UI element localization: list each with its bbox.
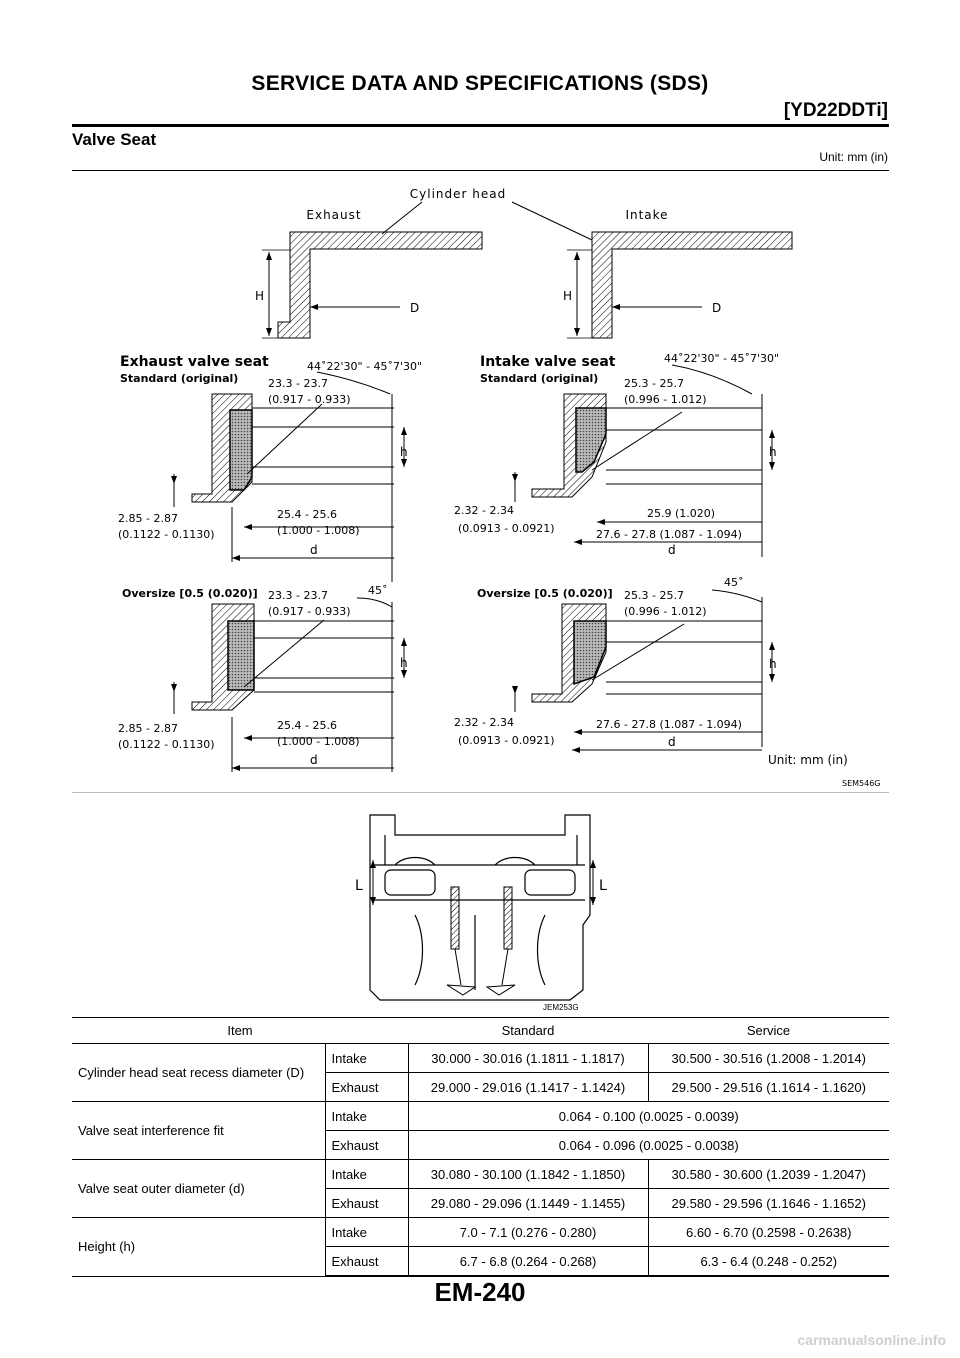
label-D-exhaust: D	[410, 301, 420, 315]
unit-note: Unit: mm (in)	[819, 150, 888, 164]
row-standard: 6.7 - 6.8 (0.264 - 0.268)	[408, 1247, 648, 1277]
valve-seat-diagram	[72, 172, 889, 792]
figure-unit-label: Unit: mm (in)	[768, 753, 848, 767]
intake-oversize-diagram	[454, 576, 848, 767]
header-standard: Standard	[408, 1018, 648, 1044]
exhaust-dia-std-mm: 25.4 - 25.6	[277, 508, 337, 521]
intake-width-std-in: (0.996 - 1.012)	[624, 393, 707, 406]
exhaust-dia-std-in: (1.000 - 1.008)	[277, 524, 360, 537]
row-service: 30.500 - 30.516 (1.2008 - 1.2014)	[648, 1044, 889, 1073]
row-sub: Exhaust	[325, 1247, 408, 1277]
exhaust-standard-label: Standard (original)	[120, 372, 239, 385]
exhaust-head-block	[255, 232, 482, 338]
exhaust-depth-std-mm: 2.85 - 2.87	[118, 512, 178, 525]
exhaust-width-std-in: (0.917 - 0.933)	[268, 393, 351, 406]
row-item: Valve seat interference fit	[72, 1102, 325, 1160]
label-D-intake: D	[712, 301, 722, 315]
table-header-row	[72, 1018, 889, 1044]
figure-code-jem253g: JEM253G	[543, 1003, 579, 1012]
row-standard: 29.080 - 29.096 (1.1449 - 1.1455)	[408, 1189, 648, 1218]
intake-inner-std: 25.9 (1.020)	[647, 507, 716, 520]
row-standard-service: 0.064 - 0.100 (0.0025 - 0.0039)	[408, 1102, 889, 1131]
label-H-intake: H	[563, 289, 573, 303]
header-rule	[72, 124, 889, 127]
intake-width-over-mm: 25.3 - 25.7	[624, 589, 684, 602]
row-sub: Intake	[325, 1044, 408, 1073]
page-title: SERVICE DATA AND SPECIFICATIONS (SDS)	[251, 72, 709, 95]
intake-dia-over: 27.6 - 27.8 (1.087 - 1.094)	[596, 718, 742, 731]
row-service: 6.3 - 6.4 (0.248 - 0.252)	[648, 1247, 889, 1277]
row-standard-service: 0.064 - 0.096 (0.0025 - 0.0038)	[408, 1131, 889, 1160]
intake-depth-std-mm: 2.32 - 2.34	[454, 504, 514, 517]
exhaust-angle-std: 44˚22'30" - 45˚7'30"	[307, 360, 423, 373]
exhaust-depth-over-mm: 2.85 - 2.87	[118, 722, 178, 735]
row-standard: 29.000 - 29.016 (1.1417 - 1.1424)	[408, 1073, 648, 1102]
exhaust-oversize-diagram	[118, 584, 408, 772]
exhaust-valve-seat-title: Exhaust valve seat	[120, 354, 269, 370]
exhaust-width-over-mm: 23.3 - 23.7	[268, 589, 328, 602]
row-service: 29.580 - 29.596 (1.1646 - 1.1652)	[648, 1189, 889, 1218]
intake-head-block	[563, 232, 792, 338]
row-service: 30.580 - 30.600 (1.2039 - 1.2047)	[648, 1160, 889, 1189]
exhaust-angle-over: 45˚	[368, 584, 388, 597]
intake-valve-seat-title: Intake valve seat	[480, 354, 616, 370]
intake-dia-std: 27.6 - 27.8 (1.087 - 1.094)	[596, 528, 742, 541]
row-standard: 7.0 - 7.1 (0.276 - 0.280)	[408, 1218, 648, 1247]
intake-standard-label: Standard (original)	[480, 372, 599, 385]
label-d-intake-std: d	[668, 543, 676, 557]
watermark: carmanualsonline.info	[797, 1332, 946, 1348]
row-sub: Intake	[325, 1218, 408, 1247]
cylinder-head-cross-section	[355, 805, 615, 1010]
intake-oversize-label: Oversize [0.5 (0.020)]	[477, 587, 613, 600]
valve-guides	[447, 887, 515, 995]
intake-depth-over-mm: 2.32 - 2.34	[454, 716, 514, 729]
row-sub: Exhaust	[325, 1189, 408, 1218]
intake-width-over-in: (0.996 - 1.012)	[624, 605, 707, 618]
label-L-right: L	[599, 878, 607, 894]
figure-divider	[72, 792, 889, 793]
label-d-exhaust-over: d	[310, 753, 318, 767]
page-number: EM-240	[434, 1277, 526, 1307]
label-L-left: L	[355, 878, 363, 894]
row-item: Valve seat outer diameter (d)	[72, 1160, 325, 1218]
intake-standard-diagram	[454, 352, 779, 557]
label-d-intake-over: d	[668, 735, 676, 749]
table-row	[72, 1044, 889, 1073]
row-sub: Intake	[325, 1160, 408, 1189]
intake-depth-over-in: (0.0913 - 0.0921)	[458, 734, 555, 747]
row-service: 6.60 - 6.70 (0.2598 - 0.2638)	[648, 1218, 889, 1247]
figure-code-sem546g: SEM546G	[842, 779, 881, 788]
label-d-exhaust-std: d	[310, 543, 318, 557]
label-h-intake-over: h	[769, 657, 777, 671]
table-row	[72, 1102, 889, 1131]
label-h-exhaust-std: h	[400, 445, 408, 459]
row-standard: 30.080 - 30.100 (1.1842 - 1.1850)	[408, 1160, 648, 1189]
header-service: Service	[648, 1018, 889, 1044]
exhaust-width-over-in: (0.917 - 0.933)	[268, 605, 351, 618]
row-sub: Exhaust	[325, 1131, 408, 1160]
exhaust-dia-over-mm: 25.4 - 25.6	[277, 719, 337, 732]
row-standard: 30.000 - 30.016 (1.1811 - 1.1817)	[408, 1044, 648, 1073]
valve-seat-spec-table	[72, 1017, 889, 1277]
row-service: 29.500 - 29.516 (1.1614 - 1.1620)	[648, 1073, 889, 1102]
intake-width-std-mm: 25.3 - 25.7	[624, 377, 684, 390]
label-h-intake-std: h	[769, 445, 777, 459]
label-H-exhaust: H	[255, 289, 265, 303]
exhaust-oversize-label: Oversize [0.5 (0.020)]	[122, 587, 258, 600]
model-code: [YD22DDTi]	[783, 100, 888, 121]
label-h-exhaust-over: h	[400, 656, 408, 670]
row-item: Height (h)	[72, 1218, 325, 1277]
header-item: Item	[72, 1018, 408, 1044]
section-title: Valve Seat	[72, 130, 157, 149]
intake-depth-std-in: (0.0913 - 0.0921)	[458, 522, 555, 535]
exhaust-width-std-mm: 23.3 - 23.7	[268, 377, 328, 390]
exhaust-depth-std-in: (0.1122 - 0.1130)	[118, 528, 215, 541]
label-exhaust: Exhaust	[306, 208, 362, 222]
exhaust-dia-over-in: (1.000 - 1.008)	[277, 735, 360, 748]
section-rule	[72, 170, 889, 171]
row-item: Cylinder head seat recess diameter (D)	[72, 1044, 325, 1102]
table-row	[72, 1218, 889, 1247]
exhaust-depth-over-in: (0.1122 - 0.1130)	[118, 738, 215, 751]
label-intake: Intake	[625, 208, 669, 222]
table-row	[72, 1160, 889, 1189]
row-sub: Exhaust	[325, 1073, 408, 1102]
intake-angle-over: 45˚	[724, 576, 744, 589]
label-cylinder-head: Cylinder head	[409, 187, 507, 201]
row-sub: Intake	[325, 1102, 408, 1131]
exhaust-standard-diagram	[118, 354, 422, 582]
intake-angle-std: 44˚22'30" - 45˚7'30"	[664, 352, 780, 365]
